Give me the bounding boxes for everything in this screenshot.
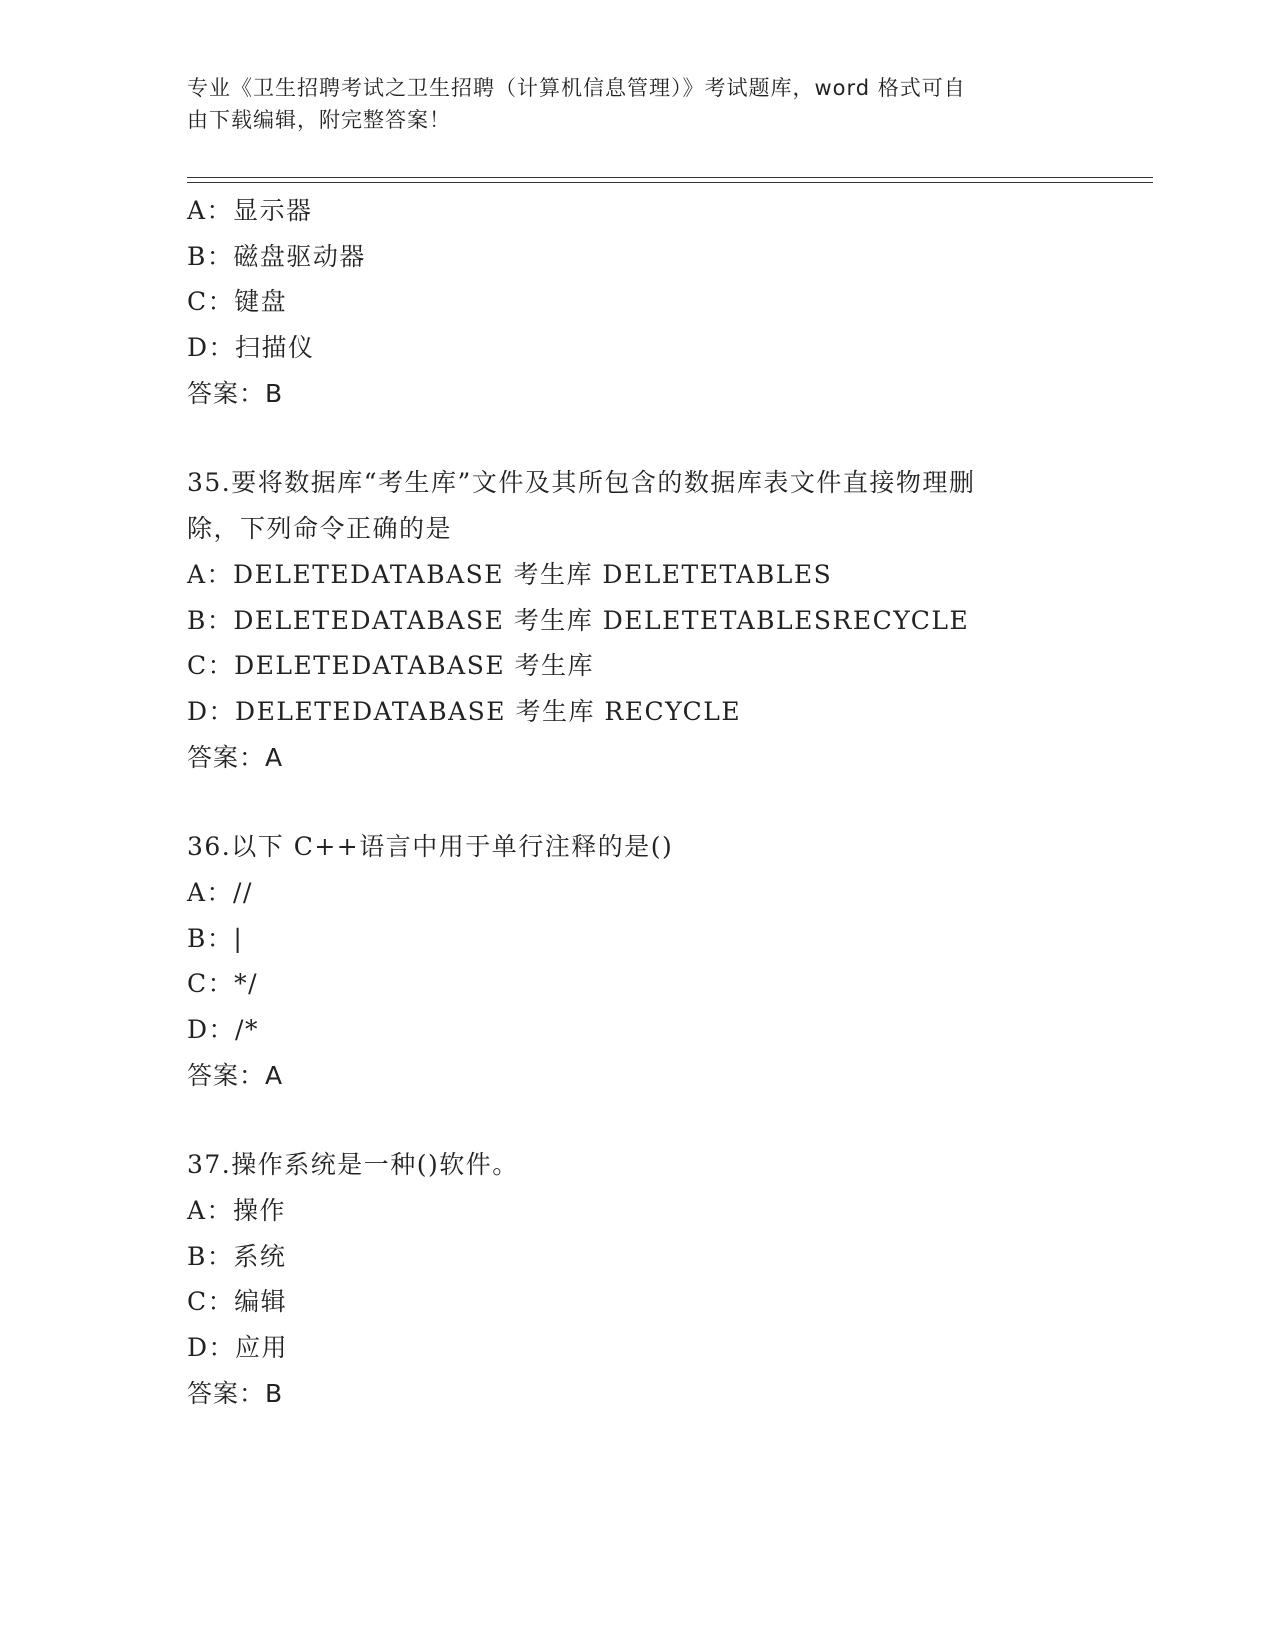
option-d: D：扫描仪 (187, 333, 315, 363)
option-c: C：编辑 (187, 1287, 288, 1317)
answer-line: 答案：B (187, 378, 284, 408)
question-stem-line-1: 37.操作系统是一种()软件。 (187, 1150, 519, 1180)
question-stem-line-1: 35.要将数据库“考生库”文件及其所包含的数据库表文件直接物理删 (187, 468, 976, 498)
question-gap (187, 1098, 1127, 1142)
answer-line: 答案：A (187, 1060, 284, 1090)
document-header (187, 72, 1067, 136)
option-d: D：DELETEDATABASE 考生库 RECYCLE (187, 696, 742, 726)
question-gap (187, 416, 1127, 460)
header-divider-bottom (187, 182, 1153, 183)
option-a: A：显示器 (187, 196, 313, 225)
option-c: C：*/ (187, 969, 259, 999)
question-block-35 (187, 460, 1127, 780)
header-divider-top (187, 177, 1153, 178)
question-block-34 (187, 188, 1127, 416)
question-list (187, 188, 1127, 1417)
question-gap (187, 780, 1127, 824)
header-line-1: 专业《卫生招聘考试之卫生招聘（计算机信息管理）》考试题库，word 格式可自 (187, 76, 966, 100)
option-a: A：DELETEDATABASE 考生库 DELETETABLES (187, 559, 833, 589)
option-b: B：DELETEDATABASE 考生库 DELETETABLESRECYCLE (187, 605, 970, 635)
option-b: B：| (187, 923, 244, 953)
option-d: D：应用 (187, 1333, 289, 1363)
option-a: A：操作 (187, 1196, 287, 1226)
header-line-2: 由下载编辑，附完整答案！ (187, 108, 451, 132)
question-stem-line-2: 除，下列命令正确的是 (187, 514, 453, 544)
option-d: D：/* (187, 1015, 259, 1044)
option-b: B：系统 (187, 1241, 287, 1271)
answer-line: 答案：A (187, 742, 284, 772)
option-b: B：磁盘驱动器 (187, 241, 366, 271)
answer-line: 答案：B (187, 1378, 284, 1408)
question-block-36 (187, 824, 1127, 1098)
question-block-37 (187, 1142, 1127, 1416)
question-stem-line-1: 36.以下 C++语言中用于单行注释的是() (187, 832, 674, 862)
option-c: C：DELETEDATABASE 考生库 (187, 651, 595, 681)
option-a: A：// (187, 877, 253, 907)
option-c: C：键盘 (187, 287, 288, 317)
